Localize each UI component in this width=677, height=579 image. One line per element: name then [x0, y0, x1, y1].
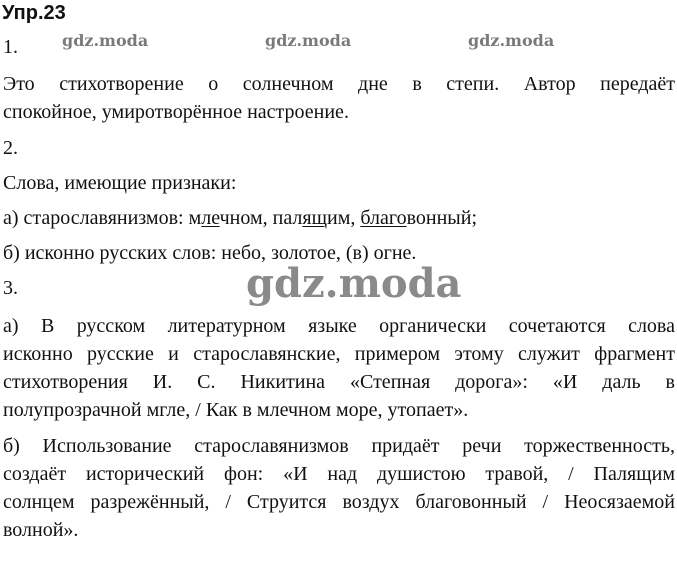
section-1-line-2: спокойное, умиротворённое настроение.	[3, 101, 349, 123]
section-1-line-1: Это стихотворение о солнечном дне в степи. Автор передаёт	[3, 73, 675, 95]
section-3a-line-3: стихотворения И. С. Никитина «Степная дорога»: «И даль в	[3, 371, 675, 393]
section-3b-line-4: волной».	[3, 519, 79, 541]
section-3b-line-1: б) Использование старославянизмов придаёт речи торжественность,	[3, 435, 675, 457]
watermark-2: gdz.moda	[265, 31, 352, 50]
section-2-number: 2.	[3, 137, 18, 159]
section-2-item-a	[3, 205, 477, 231]
underlined-letters-1: ле	[201, 207, 220, 229]
watermark-large: gdz.moda	[246, 260, 462, 307]
section-2-item-b: б) исконно русских слов: небо, золотое, (в) огне.	[3, 242, 417, 264]
item-a-text-4: вонный;	[406, 207, 478, 229]
section-3b-line-3: солнцем разрежённый, / Струится воздух благовонный / Неосязаемой	[3, 491, 675, 513]
exercise-title: Упр.23	[2, 2, 66, 24]
underlined-letters-3: благо	[360, 207, 407, 229]
section-3a-line-4: полупрозрачной мгле, / Как в млечном море, утопает».	[3, 399, 469, 421]
section-3a-line-1: а) В русском литературном языке органически сочетаются слова	[3, 315, 675, 337]
section-1-number: 1.	[3, 36, 18, 58]
section-2-intro: Слова, имеющие признаки:	[3, 172, 237, 194]
section-3b-line-2: создаёт исторический фон: «И над душистою травой, / Палящим	[3, 463, 675, 485]
section-3a-line-2: исконно русские и старославянские, примером этому служит фрагмент	[3, 343, 675, 365]
watermark-3: gdz.moda	[468, 31, 555, 50]
item-a-text-3: им,	[326, 207, 361, 229]
section-3-number: 3.	[3, 277, 18, 299]
underlined-letters-2: ящ	[302, 207, 327, 229]
watermark-1: gdz.moda	[62, 31, 149, 50]
item-a-text-1: а) старославянизмов: м	[3, 207, 202, 229]
item-a-text-2: чном, пал	[219, 207, 303, 229]
